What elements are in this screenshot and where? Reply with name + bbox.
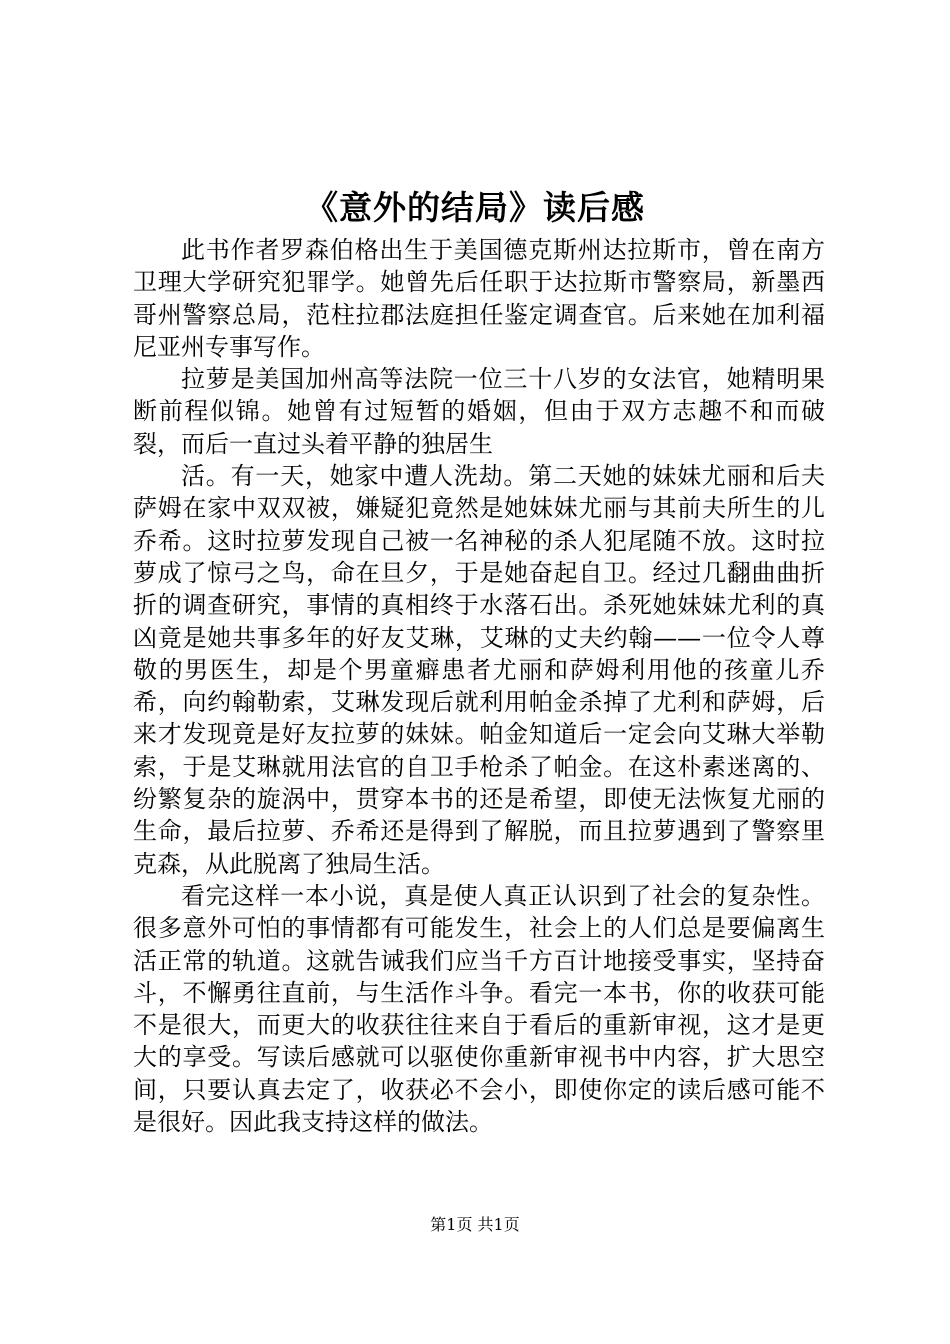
- document-title: 《意外的结局》读后感: [305, 188, 645, 227]
- document-body: [133, 234, 825, 1138]
- paragraph-character-intro: 拉萝是美国加州高等法院一位三十八岁的女法官，她精明果断前程似锦。她曾有过短暂的婚姻，但由于双方志趣不和而破裂，而后一直过头着平静的独居生: [133, 365, 825, 458]
- paragraph-plot-summary: 活。有一天，她家中遭人洗劫。第二天她的妹妹尤丽和后夫萨姆在家中双双被，嫌疑犯竟然是她妹妹尤丽与其前夫所生的儿乔希。这时拉萝发现自己被一名神秘的杀人犯尾随不放。这时拉萝成了惊弓之鸟，命在旦夕，于是她奋起自卫。经过几翻曲曲折折的调查研究，事情的真相终于水落石出。杀死她妹妹尤利的真凶竟是她共事多年的好友艾琳，艾琳的丈夫约翰——一位令人尊敬的男医生，却是个男童癖患者尤丽和萨姆利用他的孩童儿乔希，向约翰勒索，艾琳发现后就利用帕金杀掉了尤利和萨姆，后来才发现竟是好友拉萝的妹妹。帕金知道后一定会向艾琳大举勒索，于是艾琳就用法官的自卫手枪杀了帕金。在这朴素迷离的、纷繁复杂的旋涡中，贯穿本书的还是希望，即使无法恢复尤丽的生命，最后拉萝、乔希还是得到了解脱，而且拉萝遇到了警察里克森，从此脱离了独局生活。: [133, 462, 825, 878]
- paragraph-author-intro: 此书作者罗森伯格出生于美国德克斯州达拉斯市，曾在南方卫理大学研究犯罪学。她曾先后任职于达拉斯市警察局，新墨西哥州警察总局，范柱拉郡法庭担任鉴定调查官。后来她在加利福尼亚州专事写作。: [133, 236, 825, 361]
- page-number-footer: 第1页 共1页: [430, 1215, 520, 1234]
- paragraph-reflection: 看完这样一本小说，真是使人真正认识到了社会的复杂性。很多意外可怕的事情都有可能发生，社会上的人们总是要偏离生活正常的轨道。这就告诫我们应当千方百计地接受事实，坚持奋斗，不懈勇往直前，与生活作斗争。看完一本书，你的收获可能不是很大，而更大的收获往往来自于看后的重新审视，这才是更大的享受。写读后感就可以驱使你重新审视书中内容，扩大思空间，只要认真去定了，收获必不会小，即使你定的读后感可能不是很好。因此我支持这样的做法。: [133, 881, 825, 1137]
